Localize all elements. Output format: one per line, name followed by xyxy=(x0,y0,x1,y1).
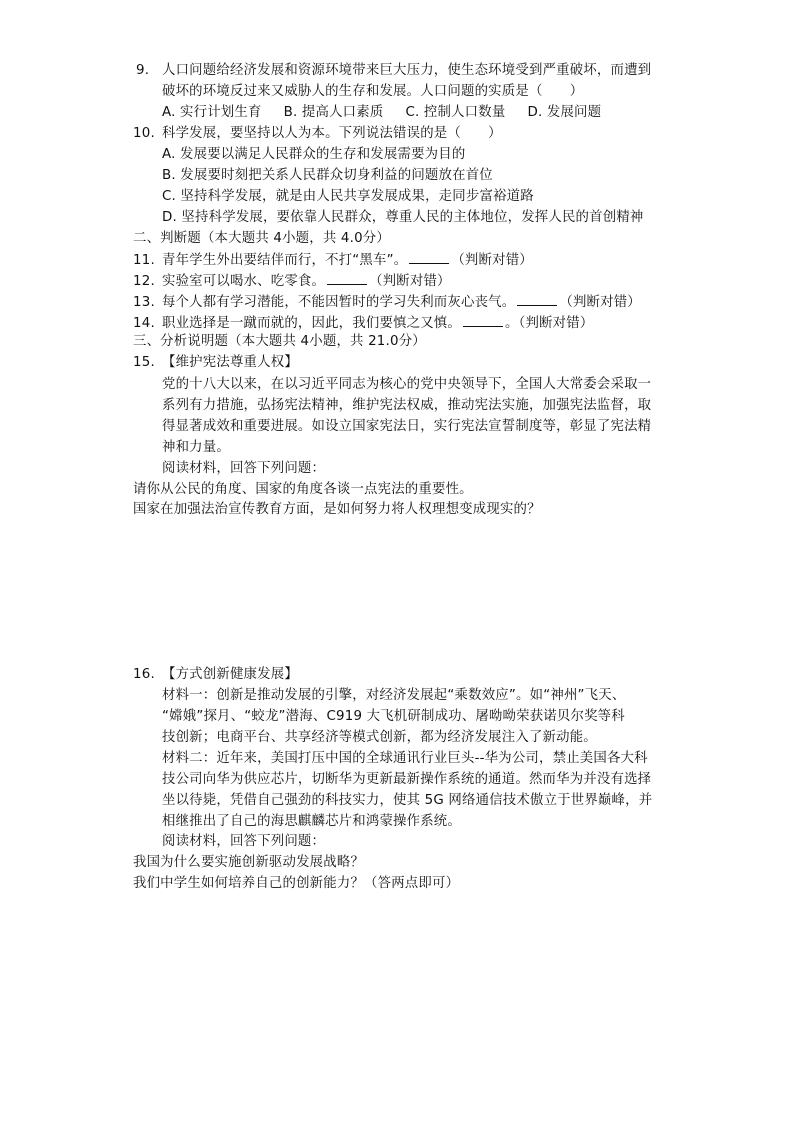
q16-question-2: 我们中学生如何培养自己的创新能力？（答两点即可） xyxy=(133,876,460,891)
q11-answer-blank[interactable] xyxy=(409,249,449,264)
q10-number: 10. xyxy=(133,126,155,141)
q16-material-line1: 材料一：创新是推动发展的引擎，对经济发展起“乘数效应”。如“神州”飞天、 xyxy=(162,688,626,703)
section-3-heading: 三、分析说明题（本大题共 4小题，共 21.0分） xyxy=(133,334,426,349)
q14-suffix: 。（判断对错） xyxy=(505,316,594,331)
q16-material-line4: 材料二：近年来，美国打压中国的全球通讯行业巨头--华为公司，禁止美国各大科 xyxy=(162,751,648,766)
q15-material-line2: 系列有力措施，弘扬宪法精神，维护宪法权威，推动宪法实施，加强宪法监督，取 xyxy=(162,398,652,413)
q14-number: 14. xyxy=(133,316,155,331)
q9-options xyxy=(162,103,623,123)
q12-answer-blank[interactable] xyxy=(327,270,367,285)
q13-number: 13. xyxy=(133,295,155,310)
q10-option-d: D. 坚持科学发展，要依靠人民群众，尊重人民的主体地位，发挥人民的首创精神 xyxy=(162,210,644,225)
q11-number: 11. xyxy=(133,253,155,268)
q16-title-line xyxy=(133,665,298,685)
q15-question-1: 请你从公民的角度、国家的角度各谈一点宪法的重要性。 xyxy=(133,482,473,497)
q13-answer-blank[interactable] xyxy=(517,291,557,306)
q15-question-2: 国家在加强法治宣传教育方面，是如何努力将人权理想变成现实的？ xyxy=(133,502,541,517)
q16-number: 16. xyxy=(133,667,155,682)
q16-material-line3: 技创新；电商平台、共享经济等模式创新，都为经济发展注入了新动能。 xyxy=(162,730,597,745)
q13-text: 每个人都有学习潜能，不能因暂时的学习失利而灰心丧气。 xyxy=(162,295,516,310)
q12-number: 12. xyxy=(133,274,155,289)
q12-text: 实验室可以喝水、吃零食。 xyxy=(162,274,326,289)
q12-line xyxy=(133,270,451,292)
q16-material-line7: 相继推出了自己的海思麒麟芯片和鸿蒙操作系统。 xyxy=(162,814,461,829)
q9-stem-line2: 破坏的环境反过来又威胁人的生存和发展。人口问题的实质是（ ） xyxy=(162,84,584,99)
q10-line xyxy=(133,124,502,144)
q9-option-d: D. 发展问题 xyxy=(527,105,602,120)
q9-line1 xyxy=(136,61,651,81)
q15-material-line1: 党的十八大以来，在以习近平同志为核心的党中央领导下，全国人大常委会采取一 xyxy=(162,377,652,392)
q11-suffix: （判断对错） xyxy=(451,253,533,268)
q15-title: 【维护宪法尊重人权】 xyxy=(162,355,298,370)
q10-stem: 科学发展，要坚持以人为本。下列说法错误的是（ ） xyxy=(162,126,502,141)
q16-material-line6: 坐以待毙，凭借自己强劲的科技实力，使其 5G 网络通信技术傲立于世界巅峰，并 xyxy=(162,793,653,808)
q9-option-c: C. 控制人口数量 xyxy=(405,105,506,120)
q12-suffix: （判断对错） xyxy=(369,274,451,289)
q13-line xyxy=(133,291,641,313)
q9-option-b: B. 提高人口素质 xyxy=(283,105,384,120)
q11-line xyxy=(133,249,533,271)
q13-suffix: （判断对错） xyxy=(559,295,641,310)
q9-option-a: A. 实行计划生育 xyxy=(162,105,262,120)
q15-number: 15. xyxy=(133,355,155,370)
q10-option-b: B. 发展要时刻把关系人民群众切身利益的问题放在首位 xyxy=(162,168,493,183)
q14-line xyxy=(133,312,593,334)
q14-text: 职业选择是一蹴而就的，因此，我们要慎之又慎。 xyxy=(162,316,461,331)
q10-option-a: A. 发展要以满足人民群众的生存和发展需要为目的 xyxy=(162,147,466,162)
q15-instruction: 阅读材料，回答下列问题： xyxy=(162,461,326,476)
q16-material-line5: 技公司向华为供应芯片，切断华为更新最新操作系统的通道。然而华为并没有选择 xyxy=(162,772,652,787)
q14-answer-blank[interactable] xyxy=(463,312,503,327)
q16-title: 【方式创新健康发展】 xyxy=(162,667,298,682)
q10-option-c: C. 坚持科学发展，就是由人民共享发展成果，走同步富裕道路 xyxy=(162,189,534,204)
q15-material-line4: 神和力量。 xyxy=(162,440,230,455)
q9-stem-line1: 人口问题给经济发展和资源环境带来巨大压力，使生态环境受到严重破坏，而遭到 xyxy=(162,63,652,78)
q16-instruction: 阅读材料，回答下列问题： xyxy=(162,834,326,849)
q15-title-line xyxy=(133,353,298,373)
q16-material-line2: “嫦娥”探月、“蛟龙”潜海、C919 大飞机研制成功、屠呦呦荣获诺贝尔奖等科 xyxy=(162,709,625,724)
q15-material-line3: 得显著成效和重要进展。如设立国家宪法日，实行宪法宣誓制度等，彰显了宪法精 xyxy=(162,419,652,434)
section-2-heading: 二、判断题（本大题共 4小题，共 4.0分） xyxy=(133,231,390,246)
q16-question-1: 我国为什么要实施创新驱动发展战略？ xyxy=(133,855,365,870)
q11-text: 青年学生外出要结伴而行，不打“黑车”。 xyxy=(162,253,408,268)
q9-number: 9. xyxy=(136,63,150,78)
